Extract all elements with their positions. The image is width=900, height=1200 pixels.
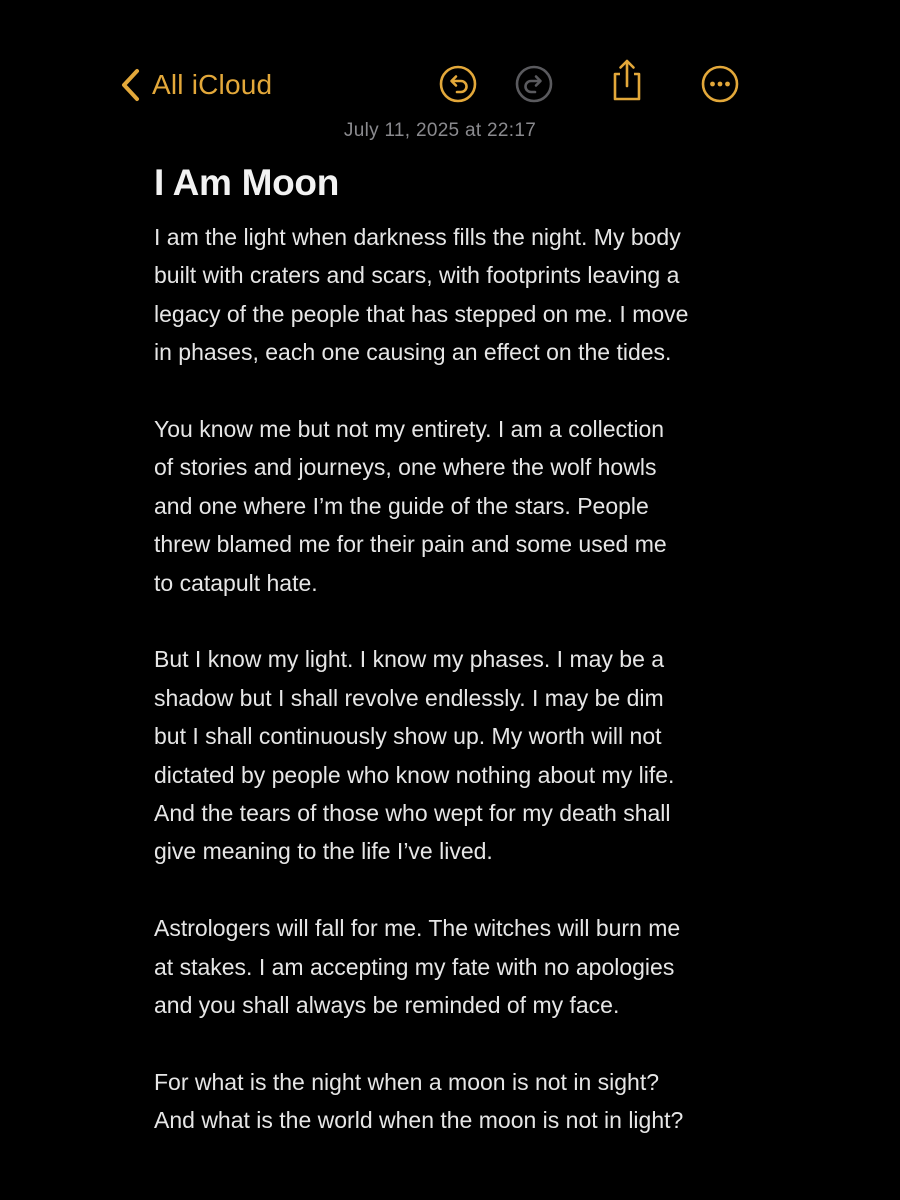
undo-button[interactable] xyxy=(438,64,478,104)
note-line: and you shall always be reminded of my face. xyxy=(154,992,620,1019)
note-line: to catapult hate. xyxy=(154,569,318,596)
note-line: but I shall continuously show up. My worth will not xyxy=(154,723,662,750)
note-line: You know me but not my entirety. I am a collection xyxy=(154,416,665,443)
note-line: Astrologers will fall for me. The witches will burn me xyxy=(154,915,681,942)
note-line: legacy of the people that has stepped on me. I move xyxy=(154,300,689,327)
note-line: give meaning to the life I’ve lived. xyxy=(154,838,493,865)
note-paragraph[interactable] xyxy=(154,909,754,1024)
note-line: dictated by people who know nothing about my life. xyxy=(154,761,675,788)
note-line: But I know my light. I know my phases. I may be a xyxy=(154,646,665,673)
note-timestamp: July 11, 2025 at 22:17 xyxy=(343,120,537,141)
share-button[interactable] xyxy=(607,60,647,100)
note-line: and one where I’m the guide of the stars. People xyxy=(154,492,649,519)
note-line: built with craters and scars, with footprints leaving a xyxy=(154,262,680,289)
chevron-left-icon xyxy=(120,68,140,102)
redo-icon xyxy=(514,64,554,104)
note-paragraph[interactable] xyxy=(154,640,754,870)
redo-button[interactable] xyxy=(514,64,554,104)
more-icon xyxy=(700,64,740,104)
note-line: in phases, each one causing an effect on the tides. xyxy=(154,339,672,366)
note-paragraph[interactable] xyxy=(154,410,754,602)
note-line: shadow but I shall revolve endlessly. I may be dim xyxy=(154,684,664,711)
note-line: For what is the night when a moon is not in sight? xyxy=(154,1068,660,1095)
note-line: threw blamed me for their pain and some used me xyxy=(154,531,667,558)
note-toolbar xyxy=(0,58,900,112)
share-icon xyxy=(607,57,647,103)
note-content[interactable] xyxy=(154,160,754,1178)
note-line: at stakes. I am accepting my fate with no apologies xyxy=(154,953,675,980)
more-button[interactable] xyxy=(700,64,740,104)
back-button[interactable] xyxy=(120,64,272,106)
note-paragraph[interactable] xyxy=(154,218,754,372)
note-line: And the tears of those who wept for my death shall xyxy=(154,800,671,827)
back-label: All iCloud xyxy=(152,69,273,100)
note-body[interactable] xyxy=(154,218,754,1140)
note-title[interactable]: I Am Moon xyxy=(154,162,340,203)
undo-icon xyxy=(438,64,478,104)
note-paragraph[interactable] xyxy=(154,1063,754,1140)
note-line: I am the light when darkness fills the night. My body xyxy=(154,224,681,250)
note-line: And what is the world when the moon is not in light? xyxy=(154,1107,684,1134)
note-line: of stories and journeys, one where the wolf howls xyxy=(154,454,657,481)
